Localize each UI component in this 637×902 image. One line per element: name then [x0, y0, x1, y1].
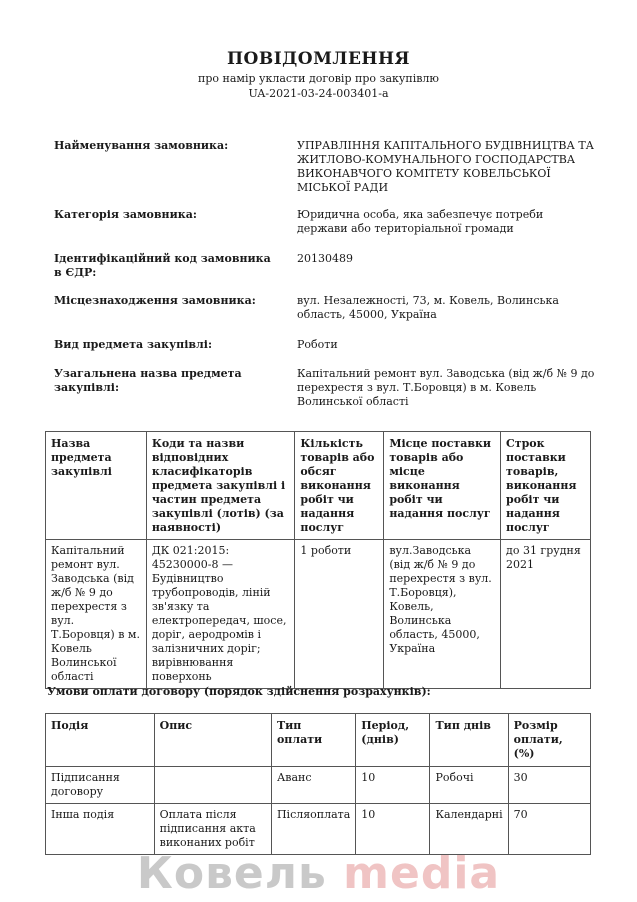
- info-value: УПРАВЛІННЯ КАПІТАЛЬНОГО БУДІВНИЦТВА ТА ЖИТЛОВО-КОМУНАЛЬНОГО ГОСПОДАРСТВА ВИКОНАВЧОГО КОМІТЕТУ КОВЕЛЬСЬКОЇ МІСЬКОЇ РАДИ: [297, 139, 594, 194]
- info-value: Капітальний ремонт вул. Заводська (від ж/б № 9 до перехрестя з вул. Т.Боровця) в м. Ковель Волинської області: [297, 367, 595, 408]
- header-cell: Місце поставки товарів або місце виконання робіт чи надання послуг: [384, 432, 501, 540]
- table-cell: Післяоплата: [271, 804, 355, 855]
- table-cell: Робочі: [430, 767, 508, 804]
- table-header-row: [46, 432, 591, 540]
- table-cell: Календарні: [430, 804, 508, 855]
- table-cell: 10: [356, 767, 430, 804]
- info-value: вул. Незалежності, 73, м. Ковель, Волинська область, 45000, Україна: [297, 294, 559, 321]
- header-cell: Подія: [46, 714, 155, 767]
- header-cell: Кількість товарів або обсяг виконання робіт чи надання послуг: [295, 432, 384, 540]
- info-value: Роботи: [297, 338, 338, 351]
- watermark-logo: [0, 846, 637, 902]
- table-cell: Капітальний ремонт вул. Заводська (від ж/б № 9 до перехрестя з вул. Т.Боровця) в м. Ковель Волинської області: [46, 540, 147, 689]
- header-cell: Назва предмета закупівлі: [46, 432, 147, 540]
- table-row: [46, 767, 591, 804]
- table-row: [46, 540, 591, 689]
- table-cell: вул.Заводська (від ж/б № 9 до перехрестя з вул. Т.Боровця), Ковель, Волинська область, 45000, Україна: [384, 540, 501, 689]
- table-cell: 70: [508, 804, 590, 855]
- header-cell: Тип оплати: [271, 714, 355, 767]
- info-label: Місцезнаходження замовника:: [54, 294, 256, 307]
- table-cell: 1 роботи: [295, 540, 384, 689]
- info-label: Категорія замовника:: [54, 208, 197, 221]
- table-cell: ДК 021:2015: 45230000-8 — Будівництво трубопроводів, ліній зв'язку та електропередач, шосе, доріг, аеродромів і залізничних доріг; вирівнювання поверхонь: [146, 540, 295, 689]
- info-value: Юридична особа, яка забезпечує потреби держави або територіальної громади: [297, 208, 544, 235]
- table-cell: Підписання договору: [46, 767, 155, 804]
- watermark-part-1: Ковель: [136, 848, 327, 899]
- document-subtitle: про намір укласти договір про закупівлю: [198, 72, 439, 85]
- header-cell: Тип днів: [430, 714, 508, 767]
- document-title: ПОВІДОМЛЕННЯ: [226, 49, 411, 69]
- header-cell: Коди та назви відповідних класифікаторів предмета закупівлі і частин предмета закупівлі (лотів) (за наявності): [146, 432, 295, 540]
- header-cell: Період, (днів): [356, 714, 430, 767]
- info-value: 20130489: [297, 252, 353, 265]
- info-label: Вид предмета закупівлі:: [54, 338, 213, 351]
- watermark-part-2: media: [343, 848, 501, 899]
- header-cell: Розмір оплати, (%): [508, 714, 590, 767]
- table-cell: Аванс: [271, 767, 355, 804]
- payment-table: [45, 713, 591, 855]
- payment-caption: Умови оплати договору (порядок здійснення розрахунків):: [47, 685, 431, 698]
- table-cell: до 31 грудня 2021: [501, 540, 591, 689]
- table-cell: 30: [508, 767, 590, 804]
- subject-table: [45, 431, 591, 689]
- header-cell: Опис: [154, 714, 271, 767]
- table-cell: Інша подія: [46, 804, 155, 855]
- table-header-row: [46, 714, 591, 767]
- table-cell: [154, 767, 271, 804]
- tender-id: UA-2021-03-24-003401-a: [248, 87, 389, 100]
- table-cell: 10: [356, 804, 430, 855]
- info-label: Узагальнена назва предмета закупівлі:: [54, 367, 242, 394]
- header-cell: Строк поставки товарів, виконання робіт чи надання послуг: [501, 432, 591, 540]
- info-label: Ідентифікаційний код замовника в ЄДР:: [54, 252, 271, 279]
- info-label: Найменування замовника:: [54, 139, 229, 152]
- table-cell: Оплата після підписання акта виконаних робіт: [154, 804, 271, 855]
